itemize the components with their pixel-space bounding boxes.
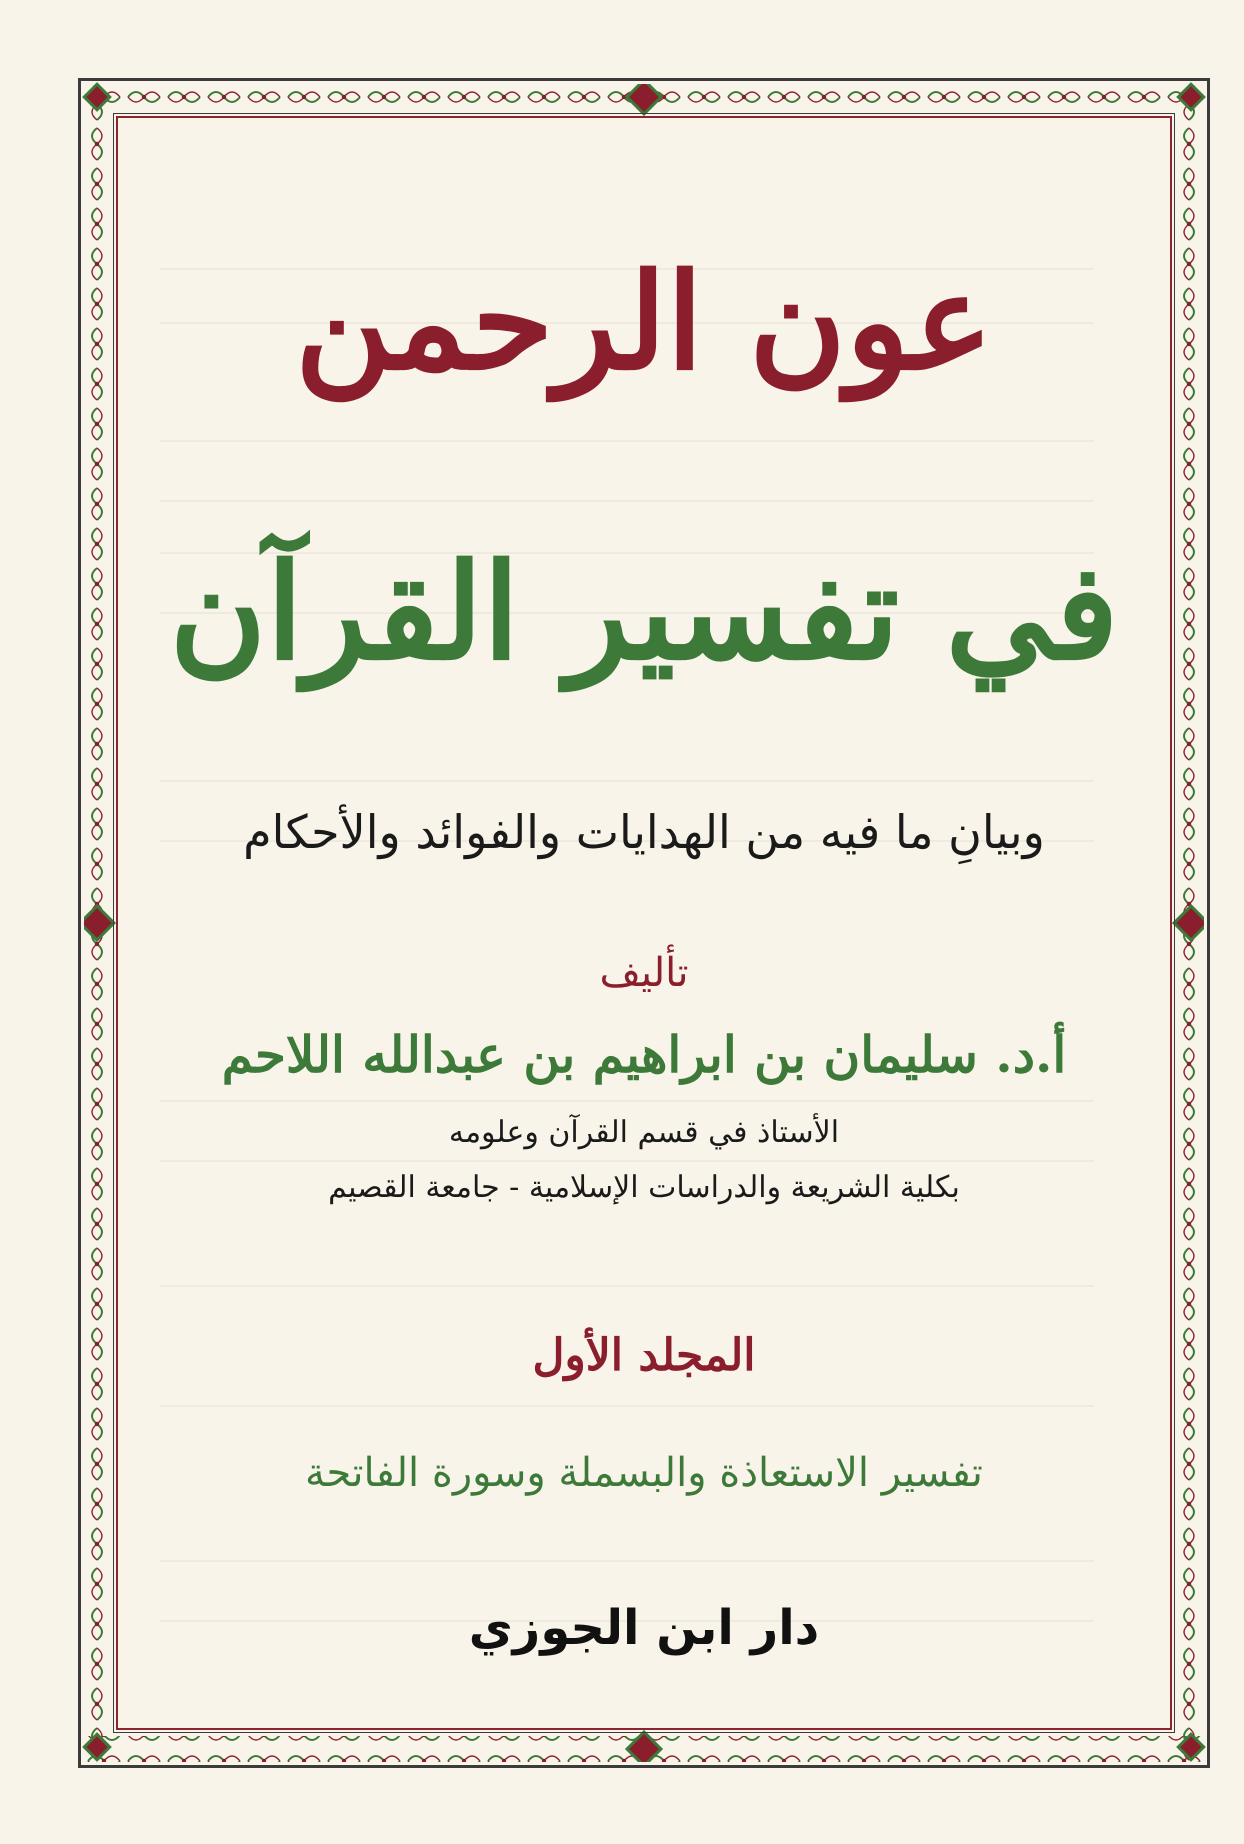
corner-diamond-icon	[1176, 82, 1206, 112]
book-subtitle: وبيانِ ما فيه من الهدايات والفوائد والأحكام	[243, 805, 1045, 859]
author-position-line-1: الأستاذ في قسم القرآن وعلومه	[448, 1115, 840, 1150]
book-title-line-2: في تفسير القرآن	[169, 535, 1119, 690]
author-label: تأليف	[599, 950, 689, 996]
corner-diamond-icon	[82, 82, 112, 112]
volume-label: المجلد الأول	[532, 1330, 756, 1381]
publisher-name: دار ابن الجوزي	[468, 1600, 820, 1656]
corner-diamond-icon	[1176, 1732, 1206, 1762]
volume-contents: تفسير الاستعاذة والبسملة وسورة الفاتحة	[305, 1450, 983, 1496]
author-name: أ.د. سليمان بن ابراهيم بن عبدالله اللاحم	[221, 1025, 1067, 1084]
cover-content	[130, 130, 1158, 1716]
book-title-line-1: عون الرحمن	[295, 245, 993, 400]
corner-diamond-icon	[82, 1732, 112, 1762]
author-position-line-2: بكلية الشريعة والدراسات الإسلامية - جامعة القصيم	[328, 1170, 960, 1205]
